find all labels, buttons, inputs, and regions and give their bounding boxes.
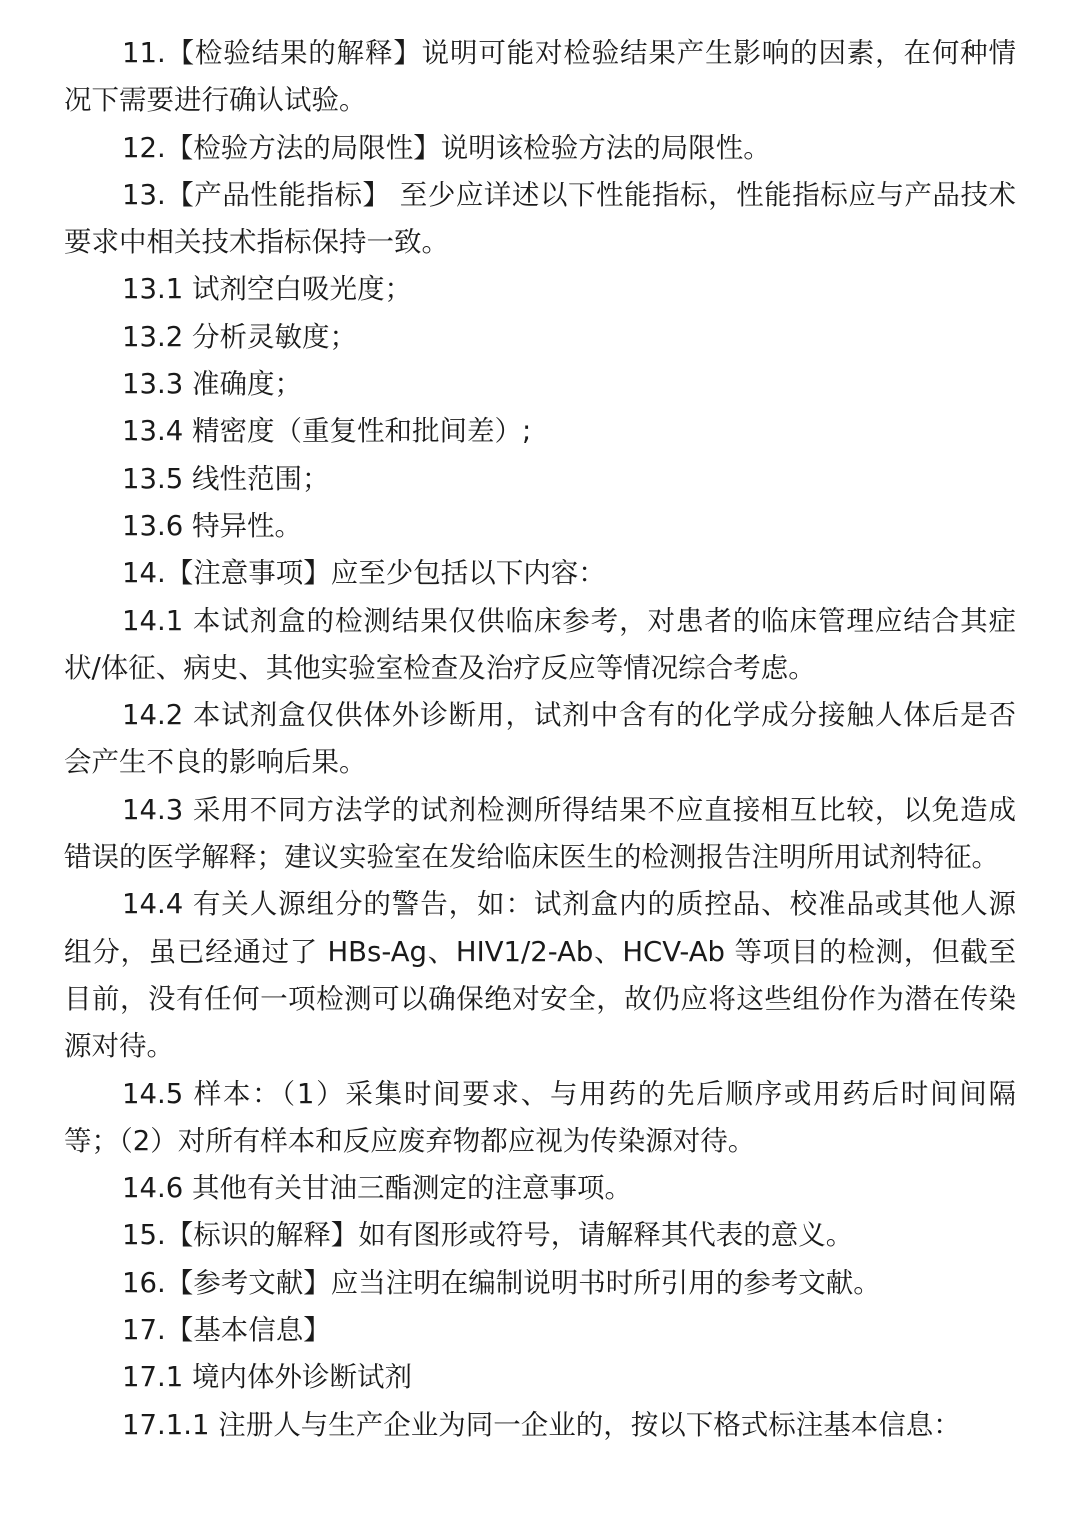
paragraph-13-3: 13.3 准确度； <box>122 368 302 401</box>
paragraph-11-result-interpretation: 11.【检验结果的解释】说明可能对检验结果产生影响的因素，在何种情况下需要进行确认试验。 <box>64 37 1016 117</box>
paragraph-13-5: 13.5 线性范围； <box>122 462 330 495</box>
paragraph-14-2: 14.2 本试剂盒仅供体外诊断用，试剂中含有的化学成分接触人体后是否会产生不良的影响后果。 <box>64 699 1016 779</box>
paragraph-17-1: 17.1 境内体外诊断试剂 <box>122 1361 412 1394</box>
paragraph-14-4: 14.4 有关人源组分的警告，如：试剂盒内的质控品、校准品或其他人源组分，虽已经通过了 HBs-Ag、HIV1/2-Ab、HCV-Ab 等项目的检测，但截至目前，没有任何一项检测可以确保绝对安全，故仍应将这些组份作为潜在传染源对待。 <box>64 888 1016 1063</box>
paragraph-15-label-interpretation: 15.【标识的解释】如有图形或符号，请解释其代表的意义。 <box>122 1219 854 1252</box>
paragraph-14-precautions: 14.【注意事项】应至少包括以下内容： <box>122 557 606 590</box>
paragraph-12-method-limitations: 12.【检验方法的局限性】说明该检验方法的局限性。 <box>122 131 771 164</box>
paragraph-13-performance-indicators: 13.【产品性能指标】 至少应详述以下性能指标，性能指标应与产品技术要求中相关技术指标保持一致。 <box>64 178 1016 259</box>
paragraph-13-6: 13.6 特异性。 <box>122 509 302 542</box>
paragraph-13-4: 13.4 精密度（重复性和批间差）; <box>122 415 532 448</box>
paragraph-14-3: 14.3 采用不同方法学的试剂检测所得结果不应直接相互比较，以免造成错误的医学解释；建议实验室在发给临床医生的检测报告注明所用试剂特征。 <box>64 793 1016 874</box>
paragraph-17-1-1: 17.1.1 注册人与生产企业为同一企业的，按以下格式标注基本信息： <box>122 1408 961 1441</box>
paragraph-17-basic-info: 17.【基本信息】 <box>122 1314 331 1347</box>
paragraph-16-references: 16.【参考文献】应当注明在编制说明书时所引用的参考文献。 <box>122 1266 881 1299</box>
paragraph-14-6: 14.6 其他有关甘油三酯测定的注意事项。 <box>122 1172 632 1205</box>
paragraph-13-1: 13.1 试剂空白吸光度； <box>122 273 412 306</box>
paragraph-14-1: 14.1 本试剂盒的检测结果仅供临床参考，对患者的临床管理应结合其症状/体征、病史、其他实验室检查及治疗反应等情况综合考虑。 <box>64 604 1016 684</box>
document-page <box>64 30 1016 1449</box>
paragraph-14-5: 14.5 样本：（1）采集时间要求、与用药的先后顺序或用药后时间间隔等；（2）对所有样本和反应废弃物都应视为传染源对待。 <box>64 1077 1016 1157</box>
paragraph-13-2: 13.2 分析灵敏度； <box>122 320 357 353</box>
